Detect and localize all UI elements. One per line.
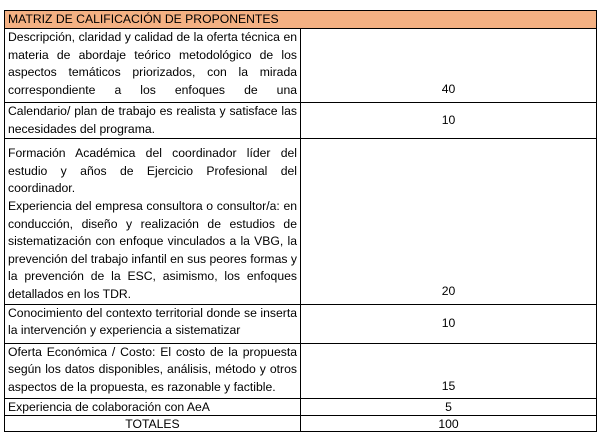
table-row <box>5 304 597 343</box>
criterion-cell: Calendario/ plan de trabajo es realista y satisface las necesidades del programa. <box>5 103 301 139</box>
criterion-cell <box>5 29 301 103</box>
table-row <box>5 139 597 304</box>
score-cell: 5 <box>301 399 597 416</box>
totals-score: 100 <box>301 416 597 432</box>
calificacion-matrix-table <box>4 10 597 432</box>
criterion-cell: Conocimiento del contexto territorial donde se inserta la intervención y experiencia a sistematizar <box>5 304 301 343</box>
table-row <box>5 103 597 139</box>
table-header-row <box>5 11 597 29</box>
score-cell: 40 <box>301 29 597 103</box>
score-cell: 20 <box>301 139 597 304</box>
criterion-cell <box>5 139 301 304</box>
matrix-title: MATRIZ DE CALIFICACIÓN DE PROPONENTES <box>5 11 597 29</box>
totals-row <box>5 416 597 432</box>
score-cell: 10 <box>301 304 597 343</box>
criterion-text: Experiencia del empresa consultora o consultor/a: en conducción, diseño y realización de estudios de sistematización con enfoque vinculados a la VBG, la prevención del trabajo infantil en sus peores formas y la prevención de la ESC, asimismo, los enfoques detallados en los TDR. <box>8 198 297 301</box>
criterion-text: Descripción, claridad y calidad de la oferta técnica en materia de abordaje teórico metodológico de los aspectos temáticos priorizados, con la mirada correspondiente a los enfoques de una <box>8 30 297 97</box>
table-row <box>5 343 597 399</box>
score-cell: 15 <box>301 343 597 399</box>
score-cell: 10 <box>301 103 597 139</box>
totals-label: TOTALES <box>5 416 301 432</box>
criterion-cell: Oferta Económica / Costo: El costo de la propuesta según los datos disponibles, análisis, método y otros aspectos de la propuesta, es razonable y factible. <box>5 343 301 399</box>
criterion-cell: Experiencia de colaboración con AeA <box>5 399 301 416</box>
criterion-text: Formación Académica del coordinador líder del estudio y años de Ejercicio Profesional del coordinador. <box>8 146 297 196</box>
table-row <box>5 29 597 103</box>
table-row <box>5 399 597 416</box>
